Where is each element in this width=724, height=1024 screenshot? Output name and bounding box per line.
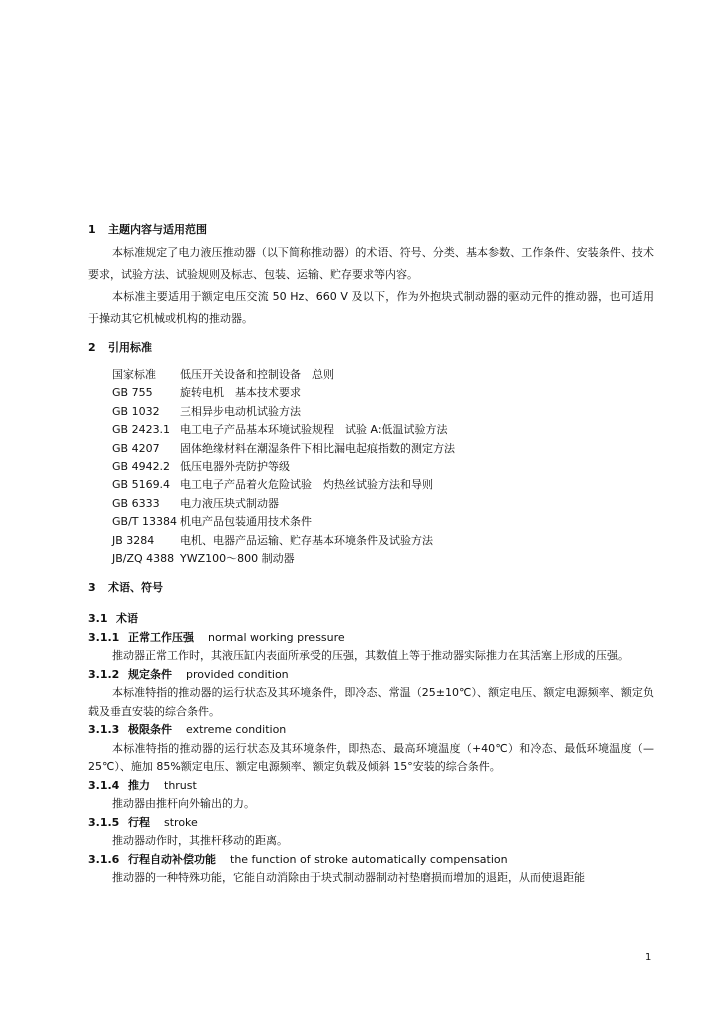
section-2-heading <box>88 340 654 356</box>
ref-title: 三相异步电动机试验方法 <box>180 404 301 418</box>
page-number: 1 <box>645 952 652 963</box>
term-definition: 推动器由推杆向外输出的力。 <box>112 797 255 811</box>
section-title: 引用标准 <box>108 341 152 354</box>
ref-title: YWZ100～800 制动器 <box>180 552 295 566</box>
term-zh: 正常工作压强 <box>128 630 194 644</box>
reference-item <box>112 421 654 439</box>
term-zh: 极限条件 <box>128 723 172 737</box>
reference-item <box>112 458 654 476</box>
term-heading <box>88 721 654 740</box>
ref-code: GB 6333 <box>112 496 160 510</box>
ref-title: 低压电器外壳防护等级 <box>180 460 290 474</box>
section-number: 1 <box>88 223 96 236</box>
term-number: 3.1.3 <box>88 723 120 737</box>
reference-list <box>112 366 654 568</box>
term-heading <box>88 777 654 796</box>
term-zh: 规定条件 <box>128 667 172 681</box>
ref-code: JB/ZQ 4388 <box>112 552 175 566</box>
ref-code: GB 4207 <box>112 441 160 455</box>
reference-item <box>112 440 654 458</box>
term-number: 3.1.1 <box>88 630 120 644</box>
term-number: 3.1.2 <box>88 667 120 681</box>
section-3-heading <box>88 580 654 596</box>
reference-item <box>112 550 654 568</box>
term-en: normal working pressure <box>208 630 345 644</box>
reference-item <box>112 366 654 384</box>
reference-item <box>112 403 654 421</box>
reference-item <box>112 384 654 402</box>
term-heading <box>88 629 654 648</box>
reference-item <box>112 513 654 531</box>
term-number: 3.1.6 <box>88 852 120 866</box>
ref-code: GB 1032 <box>112 404 160 418</box>
subsection-heading <box>88 610 654 629</box>
ref-title: 机电产品包装通用技术条件 <box>180 515 312 529</box>
term-heading <box>88 814 654 833</box>
term-number: 3.1.4 <box>88 778 120 792</box>
term-zh: 行程自动补偿功能 <box>128 852 216 866</box>
term-en: thrust <box>164 778 197 792</box>
section-title: 主题内容与适用范围 <box>108 223 207 236</box>
term-definition: 本标准特指的推动器的运行状态及其环境条件，即冷态、常温（25±10℃）、额定电压、额定电源频率、额定负载及垂直安装的综合条件。 <box>88 686 654 718</box>
term-heading <box>88 666 654 685</box>
term-heading <box>88 851 654 870</box>
term-number: 3.1.5 <box>88 815 120 829</box>
term-en: stroke <box>164 815 198 829</box>
term-definition: 本标准特指的推动器的运行状态及其环境条件，即热态、最高环境温度（+40℃）和冷态、最低环境温度（—25℃）、施加 85%额定电压、额定电源频率、额定负载及倾斜 15°安装的综合条件。 <box>88 741 654 774</box>
ref-title: 固体绝缘材料在潮湿条件下相比漏电起痕指数的测定方法 <box>180 441 455 455</box>
section-1-heading <box>88 222 654 238</box>
ref-code: GB 4942.2 <box>112 460 171 474</box>
ref-code: 国家标准 <box>112 368 156 381</box>
section-number: 3 <box>88 581 96 595</box>
ref-title: 低压开关设备和控制设备 总则 <box>180 368 334 381</box>
section-number: 2 <box>88 341 96 354</box>
ref-title: 电机、电器产品运输、贮存基本环境条件及试验方法 <box>180 533 433 547</box>
ref-code: GB 755 <box>112 386 153 400</box>
ref-title: 电力液压块式制动器 <box>180 496 279 510</box>
term-definition: 推动器正常工作时，其液压缸内表面所承受的压强，其数值上等于推动器实际推力在其活塞上形成的压强。 <box>112 649 629 663</box>
ref-code: GB/T 13384 <box>112 515 177 529</box>
term-zh: 推力 <box>128 778 150 792</box>
document-body <box>88 222 654 888</box>
reference-item <box>112 476 654 494</box>
term-definition: 推动器的一种特殊功能，它能自动消除由于块式制动器制动衬垫磨损而增加的退距，从而使退距能 <box>112 871 585 885</box>
subsection-number: 3.1 <box>88 612 108 626</box>
term-en: the function of stroke automatically compensation <box>230 852 508 866</box>
term-en: provided condition <box>186 667 289 681</box>
reference-item <box>112 532 654 550</box>
subsection-title: 术语 <box>116 612 138 626</box>
paragraph: 本标准主要适用于额定电压交流 50 Hz、660 V 及以下，作为外抱块式制动器的驱动元件的推动器，也可适用于操动其它机械或机构的推动器。 <box>88 290 654 325</box>
ref-code: GB 2423.1 <box>112 423 171 437</box>
term-definition: 推动器动作时，其推杆移动的距离。 <box>112 834 288 848</box>
reference-item <box>112 495 654 513</box>
term-zh: 行程 <box>128 815 150 829</box>
ref-title: 电工电子产品着火危险试验 灼热丝试验方法和导则 <box>180 478 433 492</box>
ref-code: JB 3284 <box>112 533 155 547</box>
ref-code: GB 5169.4 <box>112 478 171 492</box>
term-en: extreme condition <box>186 723 287 737</box>
section-title: 术语、符号 <box>108 581 163 595</box>
ref-title: 旋转电机 基本技术要求 <box>180 386 301 400</box>
paragraph: 本标准规定了电力液压推动器（以下简称推动器）的术语、符号、分类、基本参数、工作条件、安装条件、技术要求，试验方法、试验规则及标志、包装、运输、贮存要求等内容。 <box>88 246 654 281</box>
ref-title: 电工电子产品基本环境试验规程 试验 A:低温试验方法 <box>180 423 448 437</box>
